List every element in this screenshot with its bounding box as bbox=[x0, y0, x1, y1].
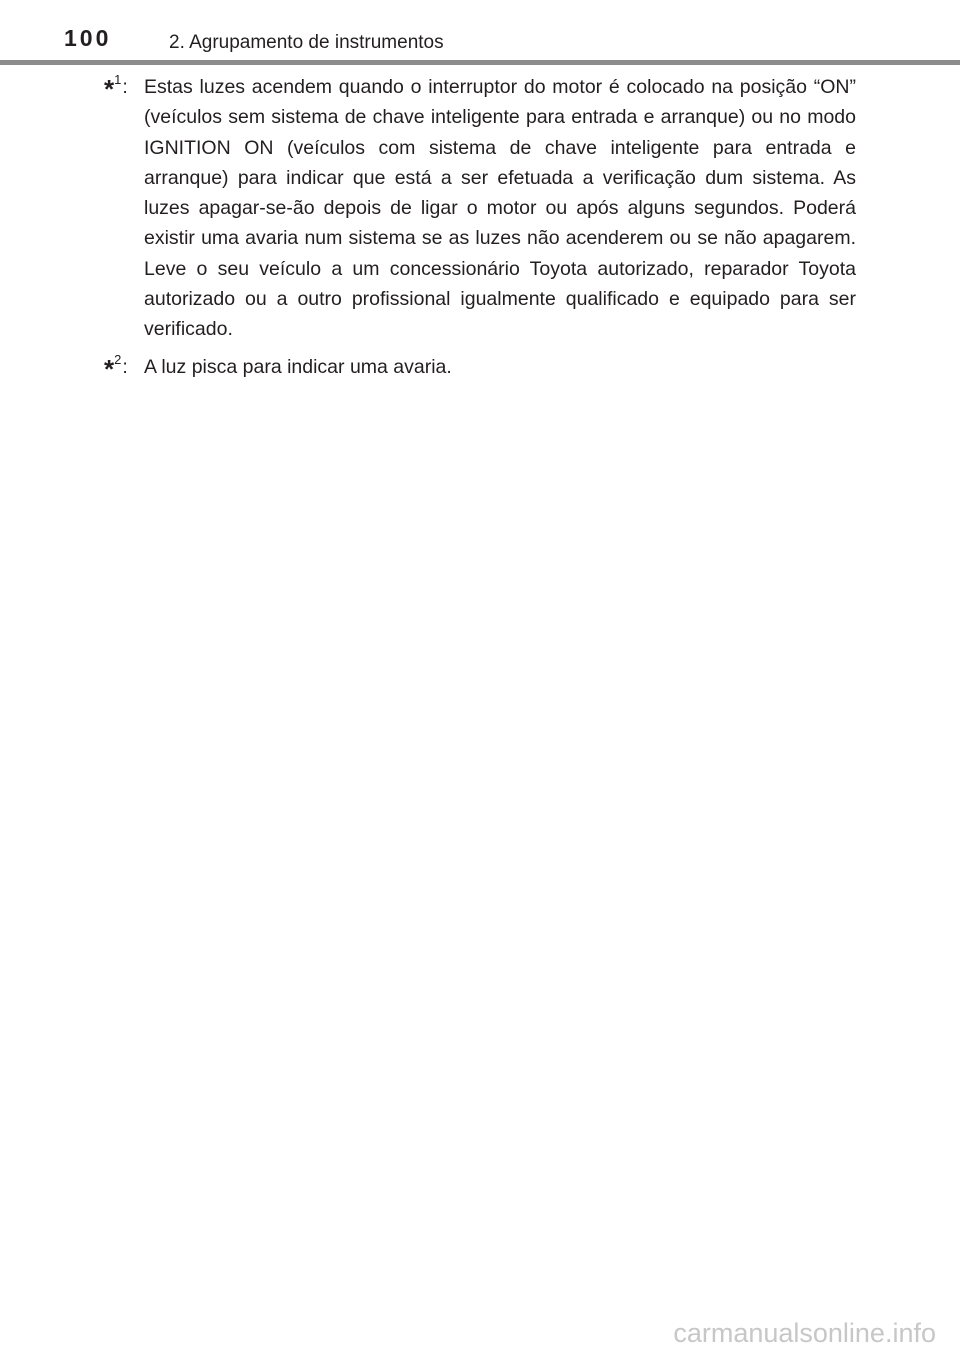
footnote-text: A luz pisca para indicar uma avaria. bbox=[144, 355, 452, 378]
footnote-marker: *$^2$: bbox=[104, 351, 128, 384]
footnote-number: 1 bbox=[114, 72, 122, 87]
footnotes-list bbox=[104, 72, 856, 389]
watermark: carmanualsonline.info bbox=[673, 1318, 936, 1348]
header-divider bbox=[0, 60, 960, 65]
footnote-number: 2 bbox=[114, 351, 122, 367]
footnote-2 bbox=[104, 352, 856, 382]
footnote-1 bbox=[104, 72, 856, 345]
footnote-marker: *$^1$: bbox=[104, 72, 128, 104]
page-header bbox=[0, 0, 960, 64]
footnote-text: Estas luzes acendem quando o interruptor do motor é colocado na posição “ON” (veículos sem sistema de chave inteligente para entrada e arranque) ou no modo IGNITION ON (veículos com sistema de chave inteligente para entrada e arranque) para indicar que está a ser efetuada a verificação dum sistema. As luzes apagar-se-ão depois de ligar o motor ou após alguns segundos. Poderá existir uma avaria num sistema se as luzes não acenderem ou se não apagarem. Leve o seu veículo a um concessionário Toyota autorizado, reparador Toyota autorizado ou a outro profissional igualmente qualificado e equipado para ser verificado. bbox=[144, 76, 856, 341]
asterisk-marker: * bbox=[104, 74, 115, 104]
asterisk-marker: * bbox=[104, 353, 115, 384]
section-title: 2. Agrupamento de instrumentos bbox=[169, 32, 444, 53]
page-number: 100 bbox=[64, 25, 112, 51]
